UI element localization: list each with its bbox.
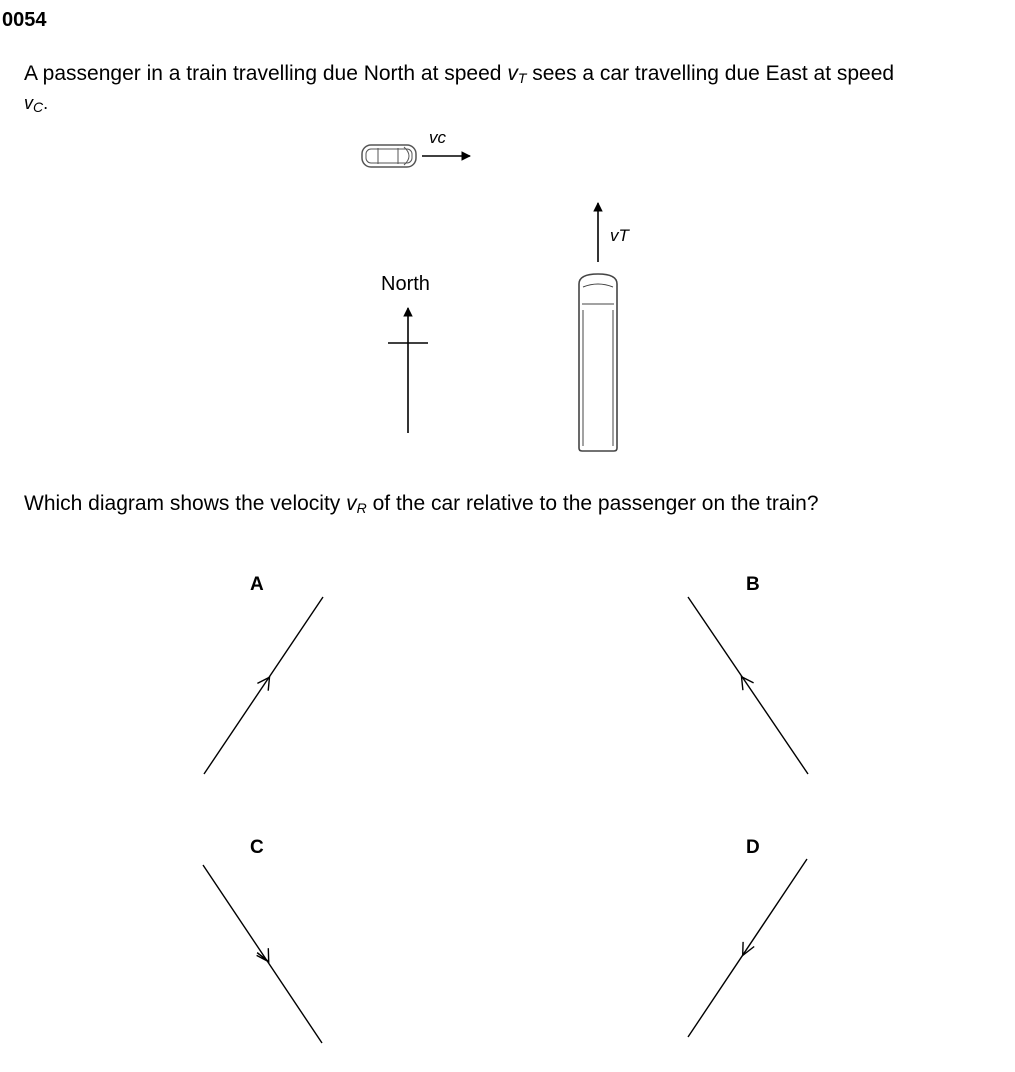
train-icon: [579, 274, 617, 451]
stem-text-1: A passenger in a train travelling due North at speed: [24, 62, 508, 85]
vt-subscript: T: [517, 70, 527, 86]
vr-symbol: v: [346, 492, 357, 515]
question-number: 0054: [2, 9, 47, 31]
option-c-label: C: [250, 837, 264, 858]
option-d-label: D: [746, 837, 760, 858]
vt-symbol: v: [507, 62, 518, 85]
vc-symbol: v: [24, 93, 33, 113]
stem-text-2: sees a car travelling due East at speed: [526, 62, 895, 85]
car-velocity-label: vc: [429, 128, 446, 147]
option-b-vector[interactable]: [688, 597, 808, 774]
train-velocity-label: vT: [610, 226, 629, 245]
prompt-text-2: of the car relative to the passenger on the train?: [366, 492, 819, 515]
vc-subscript: C: [33, 99, 44, 115]
option-d-vector[interactable]: [688, 859, 807, 1037]
option-b-label: B: [746, 574, 760, 595]
option-c-vector[interactable]: [203, 865, 322, 1043]
stem-end: .: [43, 93, 49, 113]
option-a-label: A: [250, 574, 264, 595]
north-label: North: [381, 273, 430, 295]
car-icon: [362, 145, 416, 167]
prompt-text-1: Which diagram shows the velocity: [24, 492, 347, 515]
option-a-vector[interactable]: [204, 597, 323, 774]
vr-subscript: R: [356, 500, 367, 516]
